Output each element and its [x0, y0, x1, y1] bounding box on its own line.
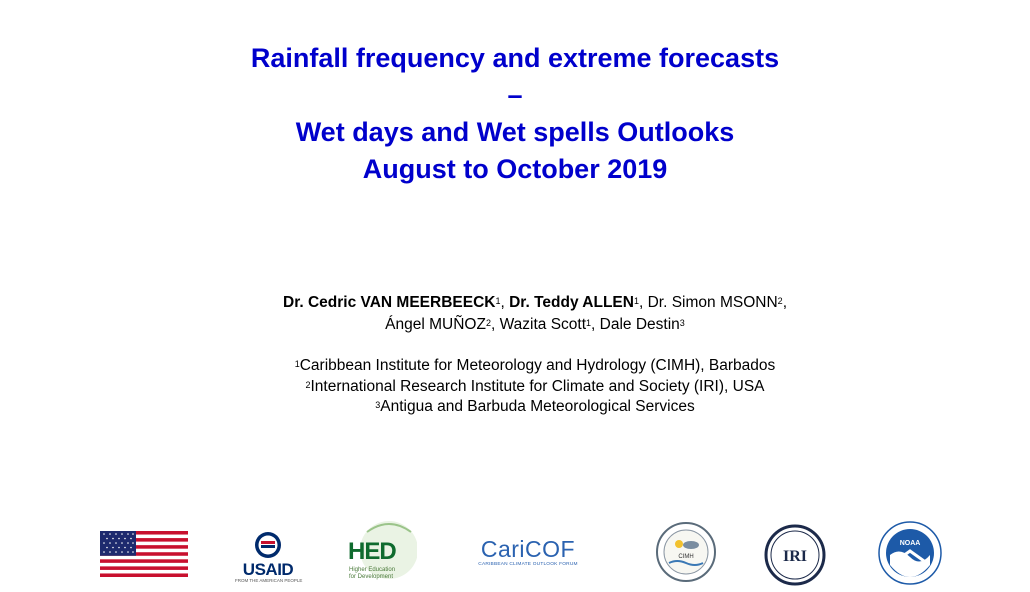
iri-logo — [764, 524, 826, 591]
author-sup: 3 — [679, 318, 685, 328]
affiliation-sup: 3 — [375, 400, 381, 410]
title-line-2: – — [507, 80, 523, 110]
author-sup: 2 — [485, 318, 491, 328]
affiliation-line — [0, 397, 1030, 418]
affiliation-text: Caribbean Institute for Meteorology and Hydrology (CIMH), Barbados — [299, 357, 776, 374]
affiliation-text: Antigua and Barbuda Meteorological Services — [380, 398, 695, 415]
cimh-name: CIMH — [678, 554, 694, 560]
slide-title — [0, 40, 1030, 188]
affiliation-list — [0, 356, 1030, 418]
hed-name: HED — [348, 538, 396, 565]
noaa-logo — [878, 521, 942, 590]
affiliation-line — [0, 377, 1030, 398]
sun-icon — [675, 540, 683, 548]
author-name: Dr. Cedric VAN MEERBEECK — [283, 294, 496, 311]
caricof-name: CariCOF — [480, 536, 576, 562]
usaid-logo — [235, 531, 301, 583]
author-name: Dale Destin — [599, 316, 680, 333]
caricof-logo — [470, 536, 586, 567]
affiliation-sup: 1 — [294, 359, 300, 369]
hed-tagline-1: Higher Education — [349, 567, 396, 573]
cimh-logo — [655, 521, 717, 588]
affiliation-line — [0, 356, 1030, 377]
author-sup: 1 — [495, 296, 501, 306]
affiliation-sup: 2 — [305, 379, 311, 390]
caricof-tagline: CARIBBEAN CLIMATE OUTLOOK FORUM — [478, 562, 578, 567]
usaid-name: USAID — [242, 560, 294, 579]
cloud-icon — [683, 541, 699, 549]
title-line-4: August to October 2019 — [362, 154, 668, 184]
usaid-seal-icon — [254, 531, 282, 559]
hed-tagline-2: for Development — [349, 574, 394, 580]
author-sup: 1 — [633, 296, 639, 306]
affiliation-text: International Research Institute for Climate and Society (IRI), USA — [310, 377, 765, 395]
author-list — [0, 292, 1030, 336]
iri-name: IRI — [782, 548, 808, 565]
author-name: Wazita Scott — [499, 316, 587, 333]
noaa-name: NOAA — [899, 540, 921, 547]
author-line-2: Ángel MUÑOZ$^2$, Wazita Scott$^1$, Dale Destin$^3$ — [385, 316, 685, 333]
author-sup: 2 — [777, 296, 783, 306]
author-name: Dr. Teddy ALLEN — [509, 294, 634, 311]
author-name: Ángel MUÑOZ — [385, 316, 486, 333]
author-line-1: Dr. Cedric VAN MEERBEECK$^1$, Dr. Teddy ALLEN$^1$, Dr. Simon MSONN$^2$, — [283, 294, 787, 311]
usaid-tagline: FROM THE AMERICAN PEOPLE — [235, 578, 303, 583]
us-flag-icon — [100, 531, 188, 582]
hed-logo — [345, 518, 417, 586]
title-line-3: Wet days and Wet spells Outlooks — [295, 117, 735, 147]
author-name: Dr. Simon MSONN — [647, 294, 778, 311]
author-sup: 1 — [586, 318, 592, 328]
title-line-1: Rainfall frequency and extreme forecasts — [250, 43, 780, 73]
